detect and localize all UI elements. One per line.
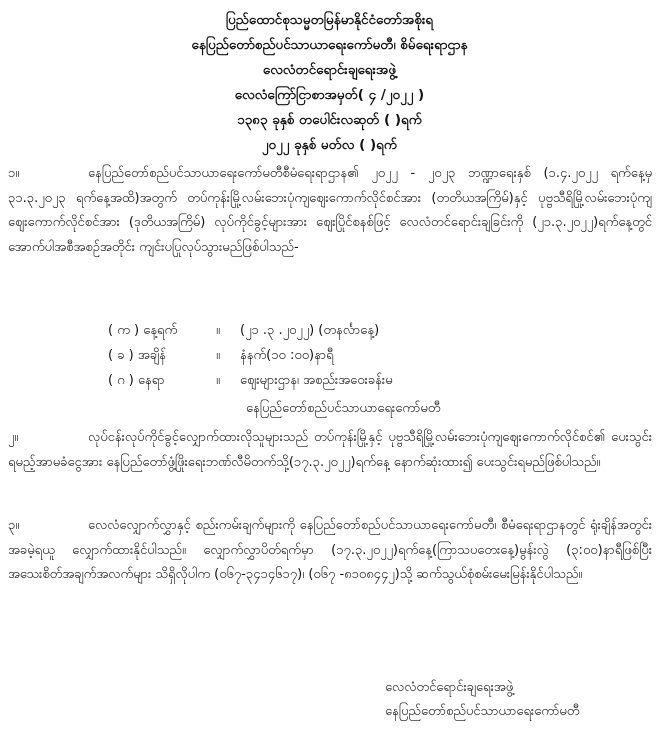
paragraph-1 bbox=[8, 162, 652, 260]
signature-committee: နေပြည်တော်စည်ပင်သာယာရေးကော်မတီ bbox=[385, 704, 580, 719]
paragraph-3 bbox=[8, 514, 652, 588]
paragraph-text: နေပြည်တော်စည်ပင်သာယာရေးကော်မတီစီမံရေးရာဌာန၏ ၂၀၂၂ - ၂၀၂၃ ဘဏ္ဍာရေးနှစ် (၁.၄.၂၀၂၂ ရက်နေ့မှ ၃၁.၃.၂၀၂၃ ရက်နေ့အထိ)အတွက် တပ်ကုန်းမြို့လမ်းဘေးပုံကျဈေးကောက်လိုင်စင်အား (တတိယအကြိမ်)နှင့် ပုဗ္ဗသီရိမြို့လမ်းဘေးပုံကျ ဈေးကောက်လိုင်စင်အား (ဒုတိယအကြိမ်) လုပ်ကိုင်ခွင့်များအား ဈေးပြိုင်စနစ်ဖြင့် လေလံတင်ရောင်းချခြင်းကို (၂၁.၃.၂၀၂၂)ရက်နေ့တွင် အောက်ပါအစီအစဉ်အတိုင်း ကျင်းပပြုလုပ်သွားမည်ဖြစ်ပါသည်- bbox=[8, 166, 652, 255]
auction-group-title: လေလံတင်ရောင်းချရေးအဖွဲ့ bbox=[262, 62, 397, 78]
announcement-number: လေလံကြော်ငြာစာအမှတ်( ၄ /၂၀၂၂ ) bbox=[234, 87, 425, 103]
schedule-item-time bbox=[108, 343, 628, 368]
paragraph-text: လုပ်ငန်းလုပ်ကိုင်ခွင့်လျှောက်ထားလိုသူများသည် တပ်ကုန်းမြို့နှင့် ပုဗ္ဗသီရိမြို့လမ်းဘေးပုံကျဈေးကောက်လိုင်စင်၏ ပေးသွင်းရမည့်အာမခံငွေအား နေပြည်တော်ဖွံ့ဖြိုးရေးဘဏ်လီမိတက်သို့(၁၇.၃.၂၀၂၂)ရက်နေ့ နောက်ဆုံးထား၍ ပေးသွင်းရမည်ဖြစ်ပါသည်။ bbox=[8, 430, 652, 470]
gregorian-date: ၂၀၂၂ ခုနှစ် မတ်လ ( )ရက် bbox=[261, 137, 398, 153]
schedule-item-venue bbox=[108, 368, 628, 393]
paragraph-number: ၃။ bbox=[8, 518, 20, 533]
auction-schedule bbox=[108, 318, 628, 393]
committee-department-title: နေပြည်တော်စည်ပင်သာယာရေးကော်မတီ၊ စိမ်ရေးရာဌာန bbox=[191, 37, 468, 53]
schedule-separator: ။ bbox=[216, 323, 220, 338]
government-title: ပြည်ထောင်စုသမ္မတမြန်မာနိုင်ငံတော်အစိုးရ bbox=[225, 12, 434, 28]
paragraph-2 bbox=[8, 426, 652, 475]
schedule-label: ( က ) နေ့ရက် bbox=[108, 323, 178, 338]
schedule-value: ဈေးများဌာန၊ အစည်းအဝေးခန်းမ bbox=[240, 373, 393, 388]
myanmar-calendar-date: ၁၃၈၃ ခုနှစ် တပေါင်းလဆုတ် ( )ရက် bbox=[236, 112, 423, 128]
schedule-separator: ။ bbox=[216, 373, 220, 388]
signature-block bbox=[385, 676, 579, 724]
schedule-label: ( ဂ ) နေရာ bbox=[108, 373, 165, 388]
schedule-venue-continuation: နေပြည်တော်စည်ပင်သာယာရေးကော်မတီ bbox=[246, 401, 441, 416]
document-header bbox=[0, 8, 659, 158]
paragraph-number: ၁။ bbox=[8, 166, 20, 181]
schedule-label: ( ခ ) အချိန် bbox=[108, 348, 166, 363]
paragraph-number: ၂။ bbox=[8, 430, 19, 445]
schedule-value: (၂၁ .၃ .၂၀၂၂) (တနင်္လာနေ့) bbox=[240, 323, 380, 338]
schedule-value: နံနက်(၁၀ :၀၀)နာရီ bbox=[240, 348, 334, 363]
schedule-item-date bbox=[108, 318, 628, 343]
signature-group: လေလံတင်ရောင်းချရေးအဖွဲ့ bbox=[385, 680, 514, 695]
paragraph-text: လေလံလျှောက်လွှာနှင့် စည်းကမ်းချက်များကို နေပြည်တော်စည်ပင်သာယာရေးကော်မတီ၊ စီမံရေးရာဌာနတွင် ရုံးချိန်အတွင်း အခမဲ့ရယူ လျှောက်ထားနိုင်ပါသည်။ လျှောက်လွှာပိတ်ရက်မှာ (၁၇.၃.၂၀၂၂)ရက်နေ့(ကြာသပတေးနေ့)မွန်းလွဲ (၃:၀၀)နာရီဖြစ်ပြီး အသေးစိတ်အချက်အလက်များ သိရှိလိုပါက (၀၆၇-၃၄၁၄၆၁၇)၊ (၀၆၇ -၈၁၀၈၄၄၂)သို့ ဆက်သွယ်စုံစမ်းမေးမြန်းနိုင်ပါသည်။ bbox=[8, 518, 652, 582]
schedule-separator: ။ bbox=[216, 348, 220, 363]
